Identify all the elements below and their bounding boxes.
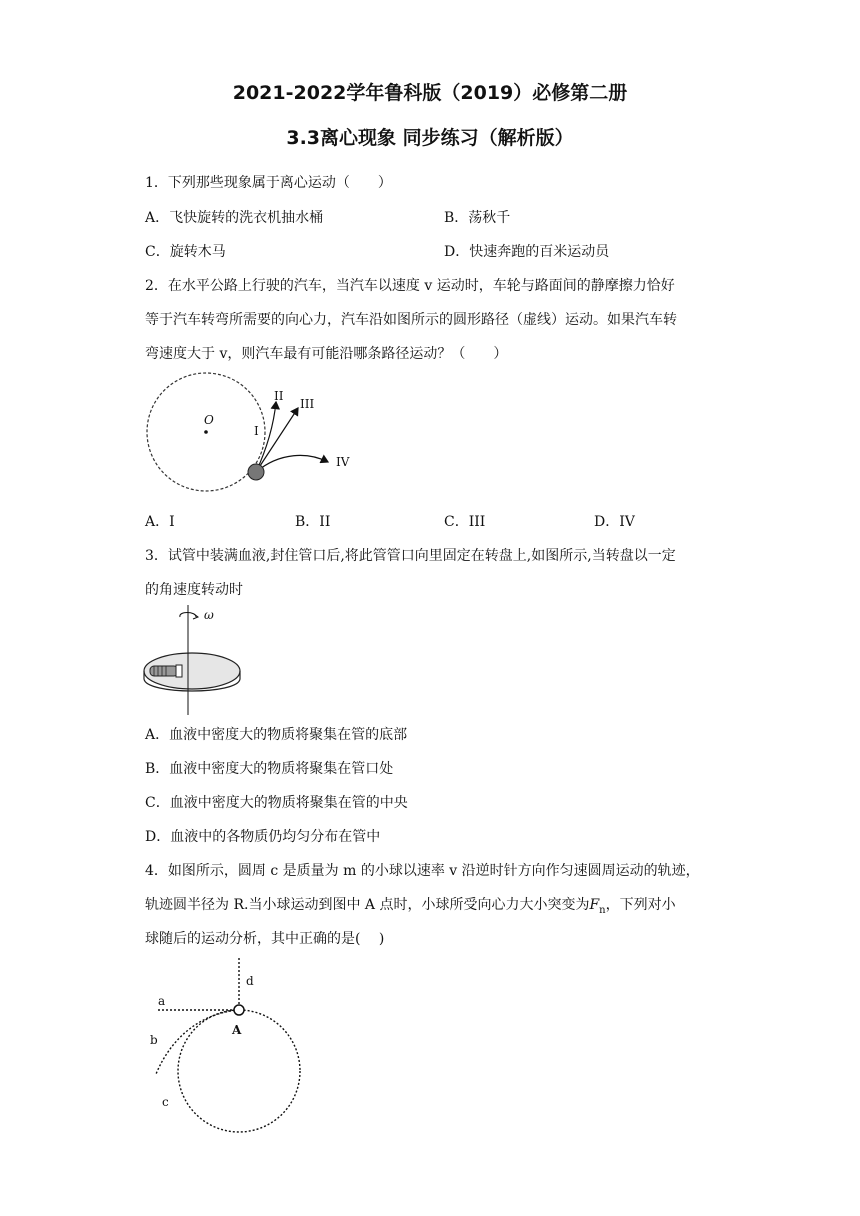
q1-option-d: D．快速奔跑的百米运动员 <box>444 244 610 260</box>
q3-stem-line2: 的角速度转动时 <box>145 582 243 598</box>
page-subtitle: 3.3离心现象 同步练习（解析版） <box>286 127 574 149</box>
q3-option-d: D．血液中的各物质仍均匀分布在管中 <box>145 829 381 845</box>
q2-path-iv <box>256 455 328 472</box>
q4-force-subscript: n <box>599 904 606 916</box>
q2-path-iii <box>256 408 298 472</box>
q4-label-point-a: A <box>232 1023 242 1037</box>
q1-option-a: A．飞快旋转的洗衣机抽水桶 <box>145 210 324 226</box>
q3-figure <box>140 605 250 717</box>
q3-label-omega: ω <box>204 608 214 622</box>
q3-option-a: A．血液中密度大的物质将聚集在管的底部 <box>145 727 408 743</box>
q3-stem-line1: 3．试管中装满血液,封住管口后,将此管管口向里固定在转盘上,如图所示,当转盘以一定 <box>145 548 676 564</box>
q1-stem: 1．下列那些现象属于离心运动（ ） <box>145 175 392 191</box>
q3-tube-stopper <box>176 665 182 677</box>
q2-stem-line1: 2．在水平公路上行驶的汽车，当汽车以速度 v 运动时，车轮与路面间的静摩擦力恰好 <box>145 278 675 294</box>
q4-label-b: b <box>150 1033 158 1047</box>
q2-stem-line2: 等于汽车转弯所需要的向心力，汽车沿如图所示的圆形路径（虚线）运动。如果汽车转 <box>145 312 677 328</box>
q4-figure <box>140 958 320 1138</box>
q2-label-i: I <box>254 424 259 438</box>
q4-label-c: c <box>162 1095 169 1109</box>
q2-label-iii: III <box>300 397 315 411</box>
q2-car-ball <box>248 464 264 480</box>
q4-label-a: a <box>158 994 166 1008</box>
q4-label-d: d <box>246 974 254 988</box>
q4-force-symbol: F <box>589 897 600 913</box>
q2-label-ii: II <box>274 389 284 403</box>
q1-option-c: C．旋转木马 <box>145 244 226 260</box>
q4-stem-line2-before: 轨迹圆半径为 R.当小球运动到图中 A 点时，小球所受向心力大小突变为 <box>145 897 590 913</box>
q4-stem-line2 <box>145 895 676 921</box>
q4-path-b <box>156 1010 239 1074</box>
q4-ball-a <box>234 1005 244 1015</box>
q2-stem-line3: 弯速度大于 v，则汽车最有可能沿哪条路径运动？（ ） <box>145 346 508 362</box>
q1-option-b: B．荡秋千 <box>444 210 511 226</box>
q4-stem-line3: 球随后的运动分析，其中正确的是( ) <box>145 931 385 947</box>
q2-option-b: B．II <box>295 514 331 530</box>
q2-label-o: O <box>204 413 214 427</box>
q2-option-a: A．I <box>145 514 175 530</box>
page-title: 2021-2022学年鲁科版（2019）必修第二册 <box>232 82 628 104</box>
q4-stem-line1: 4．如图所示，圆周 c 是质量为 m 的小球以速率 v 沿逆时针方向作匀速圆周运动的轨迹， <box>145 863 700 879</box>
q4-stem-line2-after: ，下列对小 <box>605 897 676 913</box>
q2-figure <box>140 380 370 510</box>
q3-option-b: B．血液中密度大的物质将聚集在管口处 <box>145 761 394 777</box>
q2-option-d: D．IV <box>594 514 635 530</box>
q2-option-c: C．III <box>444 514 486 530</box>
q2-center-point <box>204 430 208 434</box>
q3-option-c: C．血液中密度大的物质将聚集在管的中央 <box>145 795 408 811</box>
q2-label-iv: IV <box>336 455 350 469</box>
